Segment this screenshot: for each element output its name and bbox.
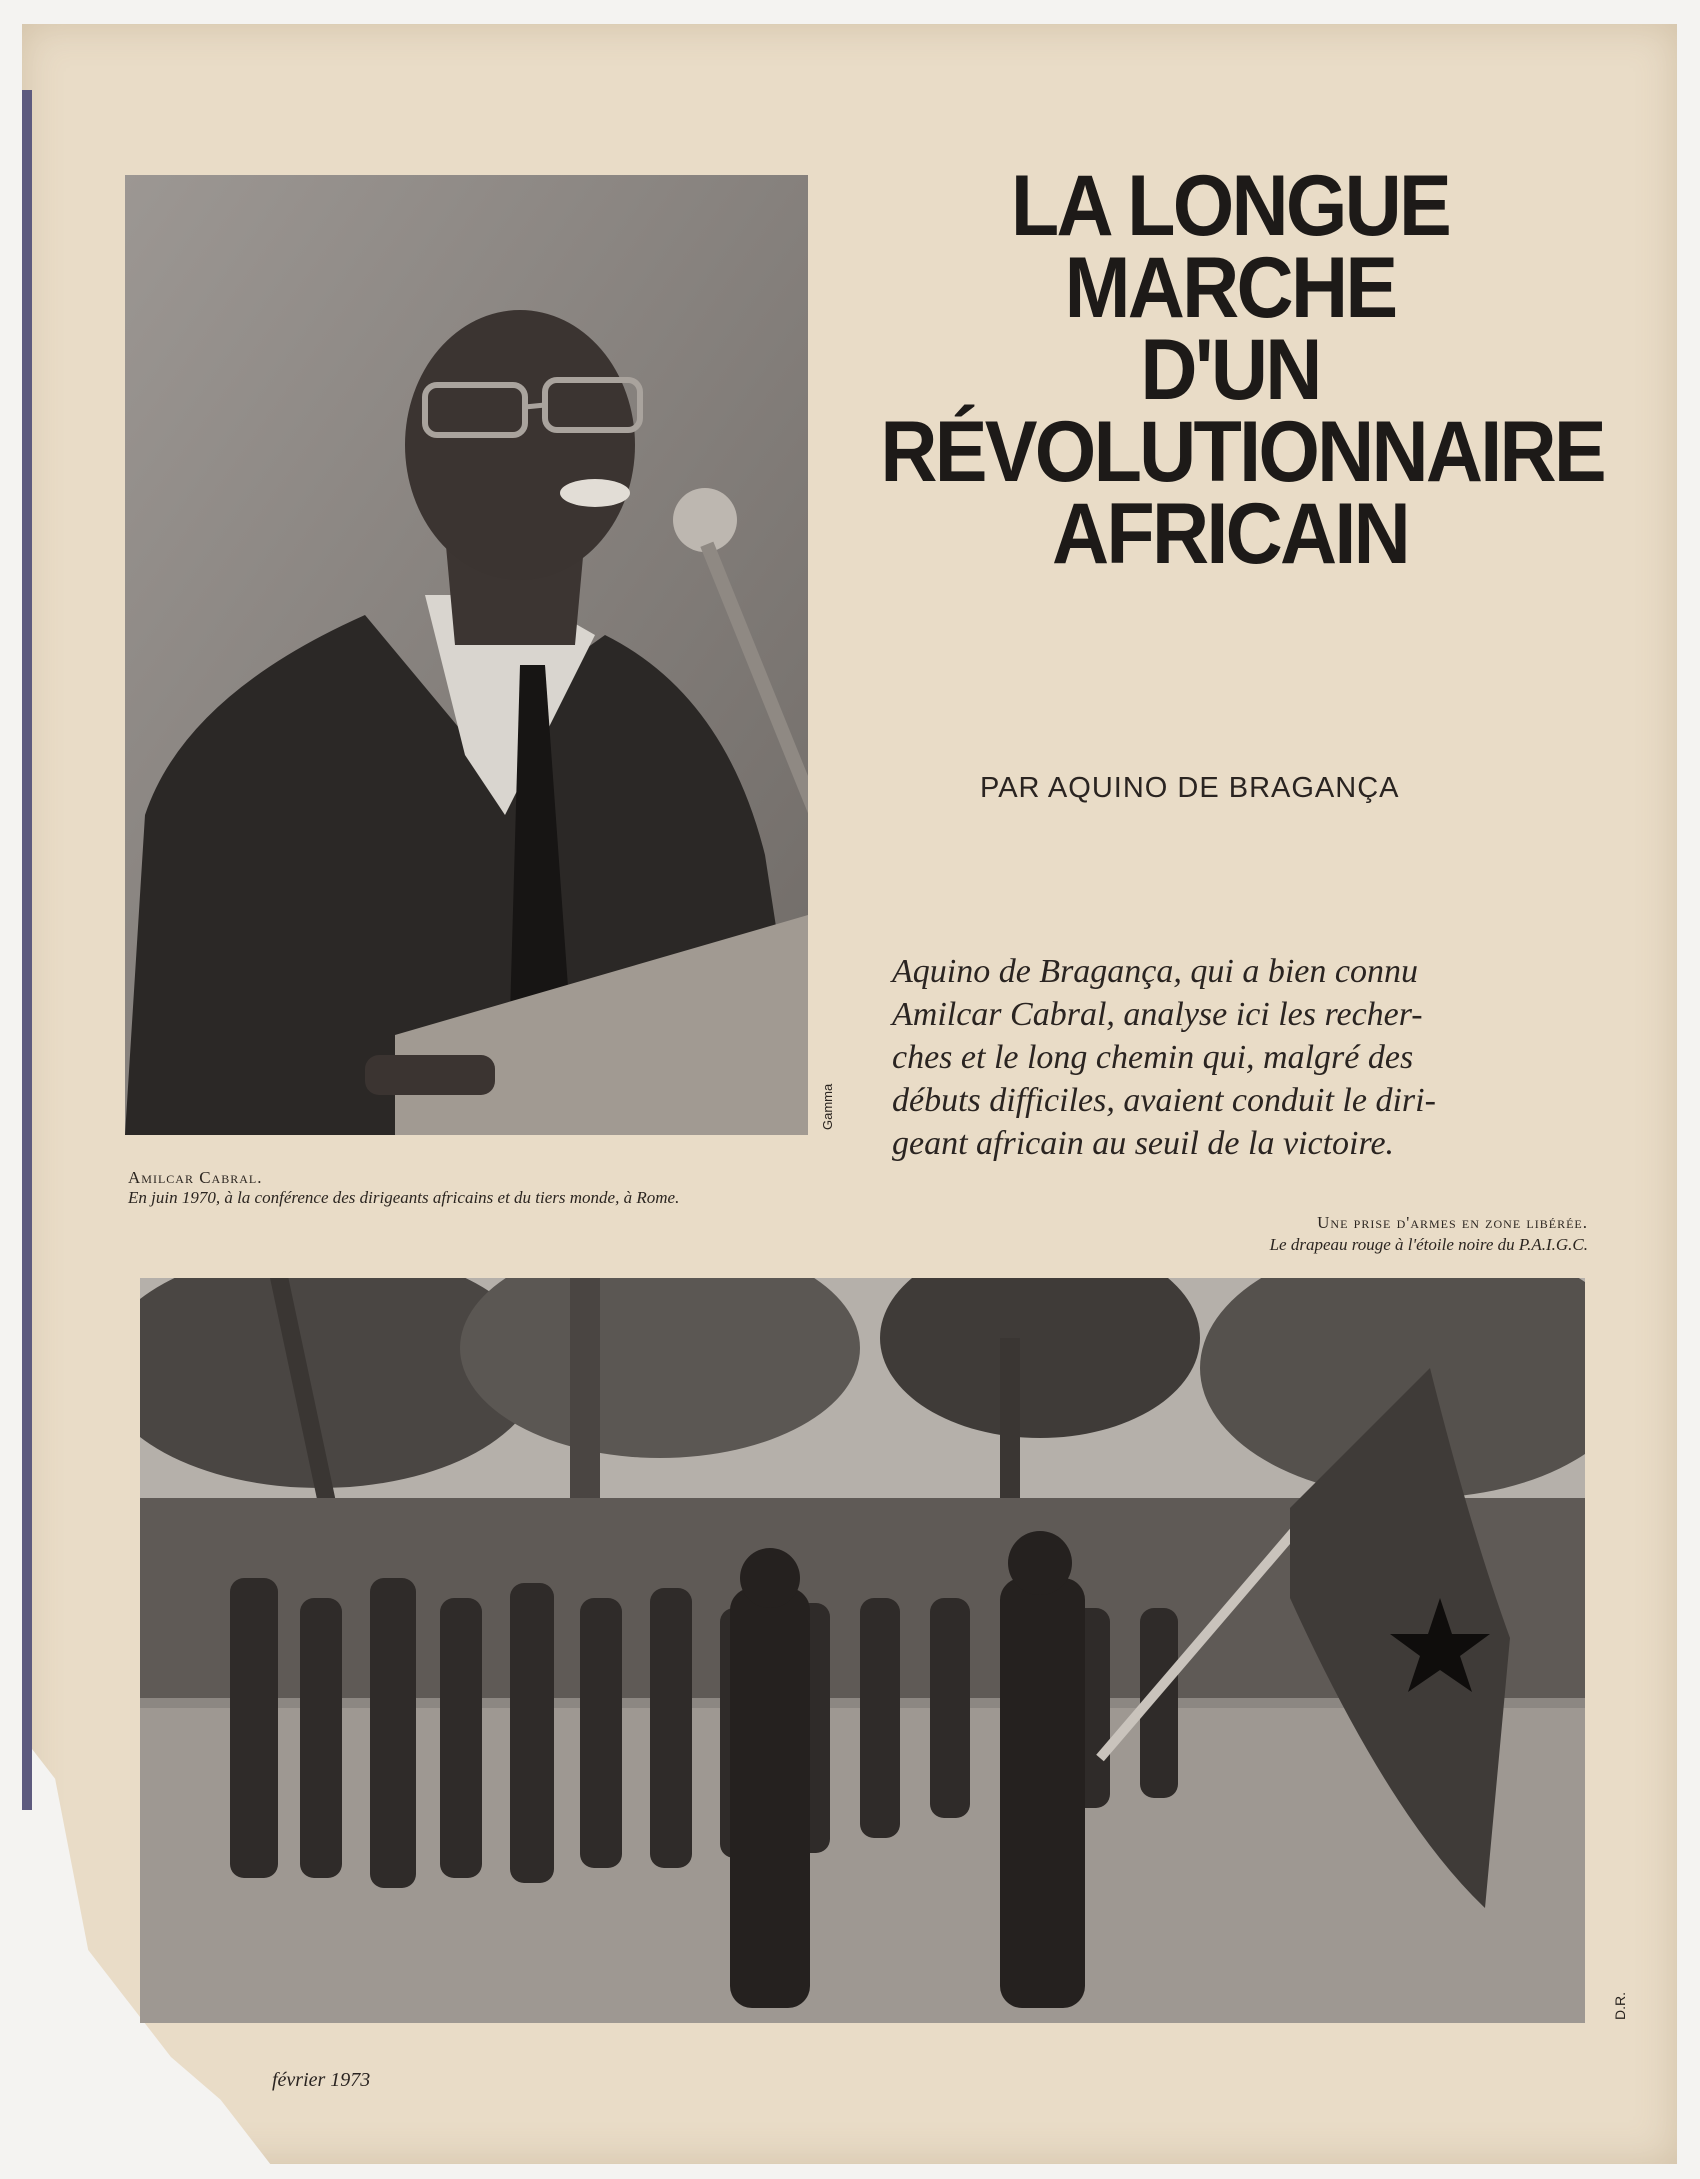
parade-photo-credit: D.R. [1612,1992,1628,2020]
article-headline [880,158,1604,582]
page-footer-date: février 1973 [272,2069,371,2091]
portrait-photo-credit: Gamma [820,1083,835,1130]
parade-caption-body: Le drapeau rouge à l'étoile noire du P.A.I.G.C. [1269,1235,1588,1254]
article-lede [892,950,1592,1165]
parade-photo [140,1278,1585,2023]
portrait-photo [125,175,808,1135]
lede-line: geant africain au seuil de la victoire. [892,1125,1395,1162]
headline-line: AFRICAIN [1052,486,1408,582]
magazine-spine-edge [22,90,32,1810]
lede-line: débuts difficiles, avaient conduit le diri- [892,1082,1436,1119]
parade-caption-name: Une prise d'armes en zone libérée. [1317,1213,1588,1232]
portrait-caption [128,1168,728,1208]
parade-caption [1000,1212,1588,1256]
article-byline: PAR AQUINO DE BRAGANÇA [980,772,1400,804]
lede-line: Aquino de Bragança, qui a bien connu [892,953,1418,990]
headline-line: LA LONGUE [1010,158,1450,254]
lede-line: Amilcar Cabral, analyse ici les recher- [892,996,1423,1033]
portrait-caption-name: Amilcar Cabral. [128,1168,263,1187]
headline-line: RÉVOLUTIONNAIRE [880,404,1604,500]
headline-line: MARCHE [1064,240,1396,336]
lede-line: ches et le long chemin qui, malgré des [892,1039,1414,1076]
portrait-caption-body: En juin 1970, à la conférence des dirigeants africains et du tiers monde, à Rome. [128,1188,680,1207]
headline-line: D'UN [1140,322,1320,418]
